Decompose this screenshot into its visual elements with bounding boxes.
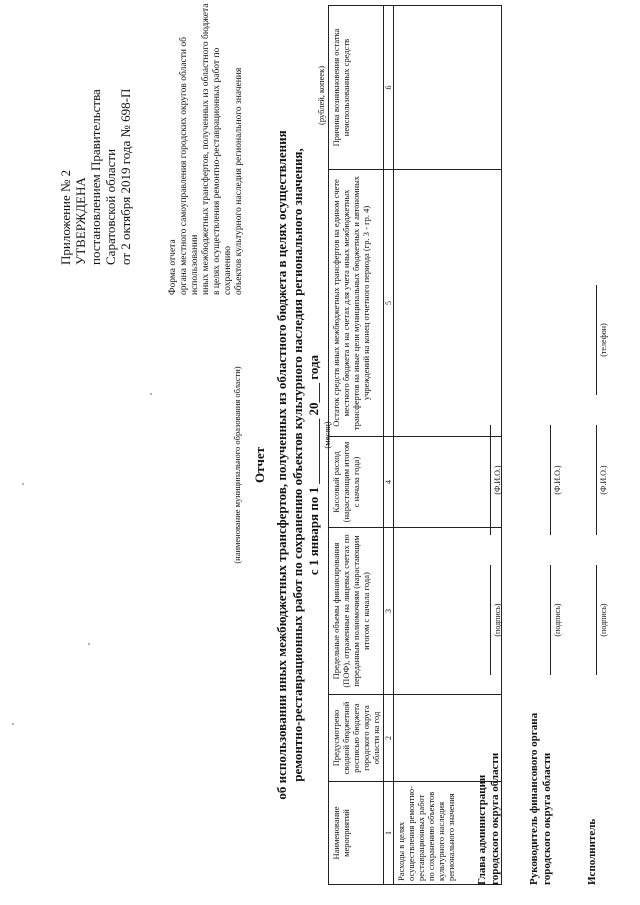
form-line: объектов культурного наследия регионального значения bbox=[234, 67, 244, 295]
header-cell: Наименование мероприятий bbox=[329, 782, 384, 885]
report-period: с 1 января по 1 __________ 20___ года bbox=[306, 354, 321, 576]
column-number: 4 bbox=[384, 437, 394, 528]
header-cell: Остаток средств иных межбюджетных трансфертов на едином счете местного бюджета и на счетах для учета иных межбюджетных трансфертов на иные цели муниципальных бюджетных и автономных учреждений на конец отчетного периода (гр. 3 - гр. 4) bbox=[329, 170, 384, 437]
report-title-block bbox=[232, 45, 332, 885]
phone-caption: (телефон) bbox=[599, 323, 608, 357]
name-line bbox=[490, 425, 491, 535]
column-number: 5 bbox=[384, 170, 394, 437]
signature-row bbox=[580, 25, 620, 885]
column-number-row bbox=[384, 6, 394, 885]
decree-line-2: Саратовской области bbox=[103, 148, 118, 265]
name-caption: (Ф.И.О.) bbox=[553, 465, 562, 495]
signature-row bbox=[476, 25, 516, 885]
month-caption: (месяц) bbox=[322, 421, 332, 449]
scan-speck bbox=[150, 393, 152, 395]
sign-caption: (подпись) bbox=[599, 603, 608, 637]
header-cell: Предельные объемы финансирования (ПОФ), отраженные на лицевых счетах по переданным полномочиям (нарастающим итогом с начала года) bbox=[329, 528, 384, 695]
approved-stamp: УТВЕРЖДЕНА bbox=[73, 177, 88, 265]
approval-header bbox=[58, 5, 133, 265]
scan-speck bbox=[12, 723, 14, 725]
decree-line-1: постановлением Правительства bbox=[88, 89, 103, 265]
form-line: в целях осуществления ремонтно-реставрационных работ по сохранению bbox=[212, 47, 233, 295]
table-cell: Расходы в целях осуществления ремонтно-реставрационных работ по сохранению объектов культурного наследия регионального значения bbox=[394, 782, 502, 885]
name-line bbox=[596, 425, 597, 535]
table-header-row bbox=[329, 6, 384, 885]
header-cell: Кассовый расход (нарастающим итогом с начала года) bbox=[329, 437, 384, 528]
column-number: 3 bbox=[384, 528, 394, 695]
header-cell: Причина возникновения остатка неиспользованных средств bbox=[329, 6, 384, 170]
appendix-number: Приложение № 2 bbox=[58, 169, 73, 265]
form-line: иных межбюджетных трансфертов, полученных из областного бюджета bbox=[201, 3, 211, 295]
header-cell: Предусмотрено сводной бюджетной росписью бюджета городского округа области на год bbox=[329, 695, 384, 782]
form-line: органа местного самоуправления городских округов области об использовании bbox=[179, 37, 200, 295]
column-number: 6 bbox=[384, 6, 394, 170]
signature-line bbox=[596, 565, 597, 675]
decree-line-3: от 2 октября 2019 года № 698-П bbox=[118, 88, 133, 265]
signer-role: Руководитель финансового органа bbox=[528, 712, 540, 885]
municipality-caption: (наименование муниципального образования области) bbox=[232, 366, 242, 564]
name-caption: (Ф.И.О.) bbox=[599, 465, 608, 495]
column-number: 2 bbox=[384, 695, 394, 782]
name-caption: (Ф.И.О.) bbox=[493, 465, 502, 495]
scan-speck bbox=[88, 643, 90, 645]
name-line bbox=[550, 425, 551, 535]
report-subject-line-2: ремонтно-реставрационных работ по сохранению объектов культурного наследия регионального значения, bbox=[290, 148, 305, 782]
signature-row bbox=[528, 25, 568, 885]
report-heading: Отчет bbox=[252, 447, 267, 483]
form-title: Форма отчета bbox=[168, 239, 178, 295]
signer-role: Исполнитель bbox=[586, 818, 598, 885]
sign-caption: (подпись) bbox=[493, 603, 502, 637]
units-label: (рублей, копеек) bbox=[316, 65, 326, 125]
report-subject-line-1: об использовании иных межбюджетных трансфертов, полученных из областного бюджета в целях осуществления bbox=[274, 130, 289, 800]
column-number: 1 bbox=[384, 782, 394, 885]
signature-line bbox=[490, 565, 491, 675]
scan-speck bbox=[22, 483, 24, 485]
signature-line bbox=[550, 565, 551, 675]
signer-role: Глава администрации bbox=[476, 774, 488, 885]
sign-caption: (подпись) bbox=[553, 603, 562, 637]
signer-role: городского округа области bbox=[541, 752, 553, 885]
signer-role: городского округа области bbox=[489, 752, 501, 885]
phone-line bbox=[596, 285, 597, 395]
